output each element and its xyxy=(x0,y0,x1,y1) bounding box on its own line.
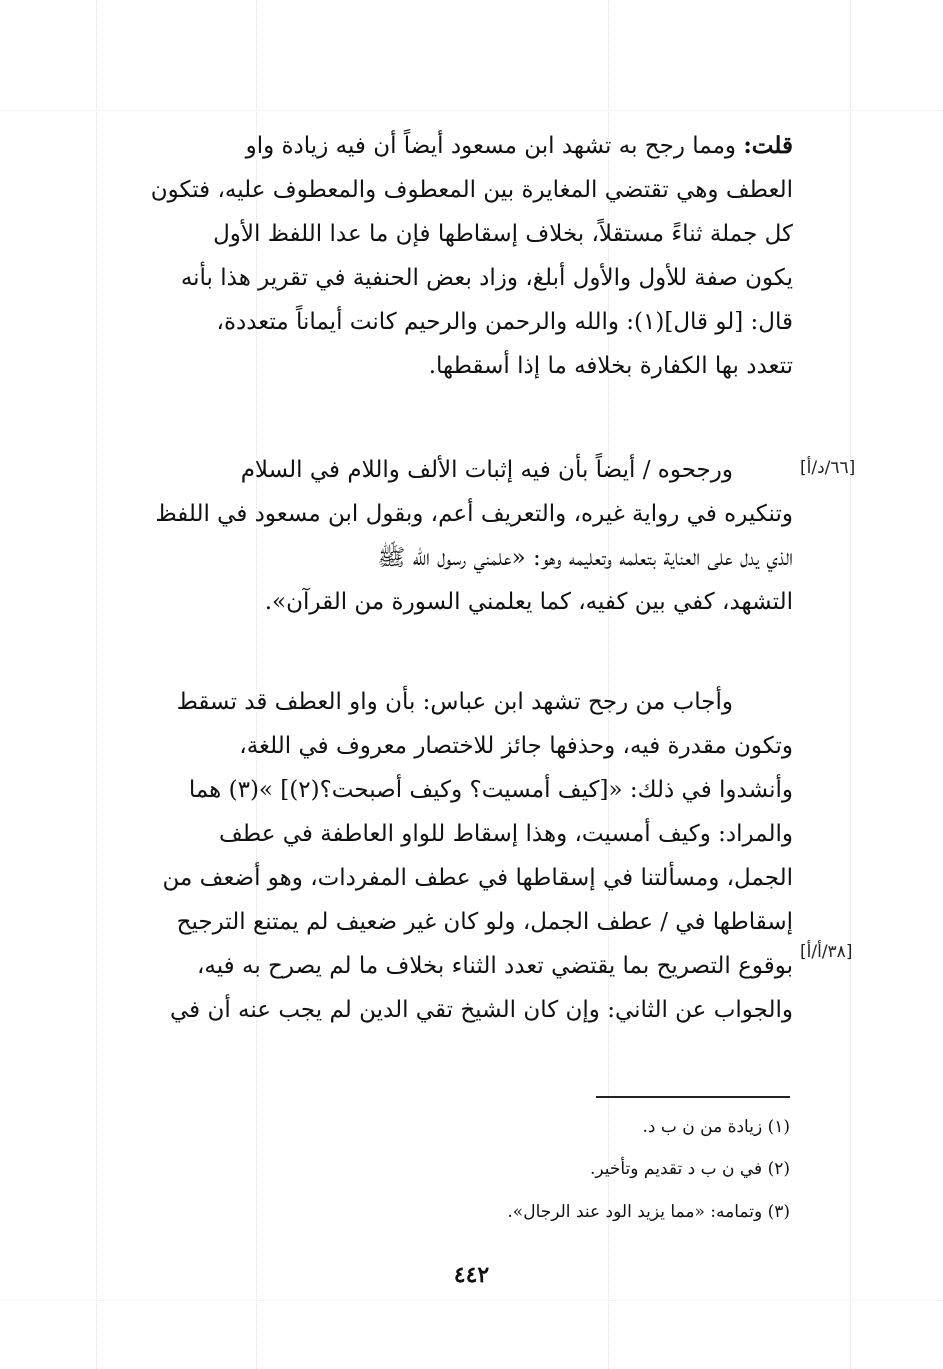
scan-guide-line xyxy=(0,110,943,111)
text-line: الذي يدل على العناية بتعلمه وتعليمه وهو: «علمني رسول الله ﷺ xyxy=(377,545,793,571)
footnote-1: (١) زيادة من ن ب د. xyxy=(642,1117,790,1137)
text-line: ورجحوه / أيضاً بأن فيه إثبات الألف واللام في السلام xyxy=(240,457,733,483)
text-line: الجمل، ومسألتنا في إسقاطها في عطف المفردات، وهو أضعف من xyxy=(162,865,793,891)
text-line: العطف وهي تقتضي المغايرة بين المعطوف والمعطوف عليه، فتكون xyxy=(150,177,793,203)
text-line: وتنكيره في رواية غيره، والتعريف أعم، وبقول ابن مسعود في اللفظ xyxy=(155,501,793,527)
text-line: وتكون مقدرة فيه، وحذفها جائز للاختصار معروف في اللغة، xyxy=(239,733,793,759)
text-line: قلت: ومما رجح به تشهد ابن مسعود أيضاً أن فيه زيادة واو xyxy=(245,132,793,159)
text-line: إسقاطها في / عطف الجمل، ولو كان غير ضعيف لم يمتنع الترجيح xyxy=(176,909,793,935)
manuscript-folio-marker: [٦٦/د/أ] xyxy=(800,458,856,478)
lead-word: قلت: xyxy=(743,132,793,159)
manuscript-folio-marker: [٣٨/أ/أ] xyxy=(800,942,853,962)
text-line: بوقوع التصريح بما يقتضي تعدد الثناء بخلاف ما لم يصرح به فيه، xyxy=(196,953,793,979)
text-line: التشهد، كفي بين كفيه، كما يعلمني السورة من القرآن». xyxy=(264,589,793,615)
paragraph-3 xyxy=(118,680,793,1032)
paragraph-2 xyxy=(118,448,793,624)
scan-guide-line xyxy=(96,0,97,1369)
scan-guide-line xyxy=(0,1300,943,1301)
text-line: كل جملة ثناءً مستقلاً، بخلاف إسقاطها فإن ما عدا اللفظ الأول xyxy=(213,221,793,247)
text-line: والجواب عن الثاني: وإن كان الشيخ تقي الدين لم يجب عنه أن في xyxy=(169,997,793,1023)
footnote-separator xyxy=(596,1096,790,1098)
text-line: تتعدد بها الكفارة بخلافه ما إذا أسقطها. xyxy=(428,353,793,379)
footnote-2: (٢) في ن ب د تقديم وتأخير. xyxy=(589,1159,790,1179)
text-line: والمراد: وكيف أمسيت، وهذا إسقاط للواو العاطفة في عطف xyxy=(219,821,793,847)
paragraph-1 xyxy=(118,124,793,388)
footnote-3: (٣) وتمامه: «مما يزيد الود عند الرجال». xyxy=(507,1202,790,1222)
text-line: وأنشدوا في ذلك: «[كيف أمسيت؟ وكيف أصبحت؟(٢)] »(٣) هما xyxy=(188,777,793,803)
text-line: قال: [لو قال](١): والله والرحمن والرحيم كانت أيماناً متعددة، xyxy=(216,309,793,335)
scan-guide-line xyxy=(850,0,851,1369)
page-number: ٤٤٢ xyxy=(453,1262,490,1288)
text-line: يكون صفة للأول والأول أبلغ، وزاد بعض الحنفية في تقرير هذا بأنه xyxy=(180,265,793,291)
text-line: وأجاب من رجح تشهد ابن عباس: بأن واو العطف قد تسقط xyxy=(176,689,733,715)
